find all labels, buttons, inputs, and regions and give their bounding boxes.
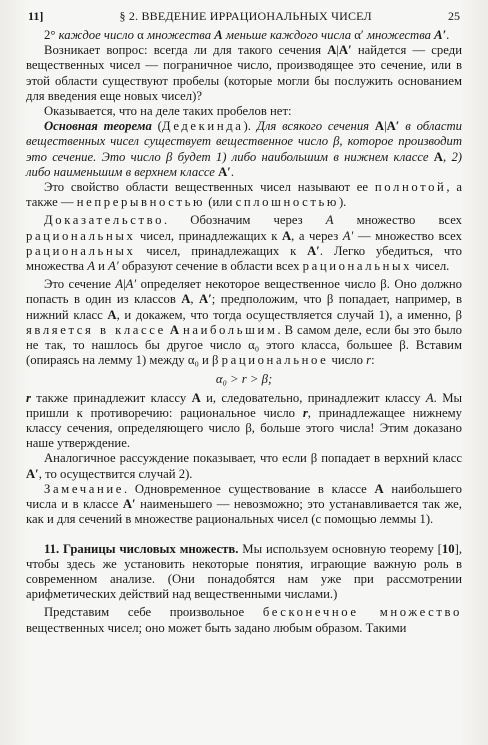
chapter-title: § 2. ВВЕДЕНИЕ ИРРАЦИОНАЛЬНЫХ ЧИСЕЛ (119, 9, 372, 23)
page-number: 25 (448, 9, 460, 23)
section-11-bounds: 11. Границы числовых множеств. Мы используем основную теорему [10], чтобы здесь же установить некоторые понятия, играющие важную роль в современном анализе. (Они понадобятся нам уже при рассмотрении арифметических действий над вещественными числами.) (26, 541, 463, 602)
paragraph-proof-continued: Это сечение A|A′ определяет некоторое вещественное число β. Оно должно попасть в один из классов A, A′; предположим, что β попадает, например, в нижний класс A, и докажем, что тогда осуществляется случай 1), а именно, β является в классе A наибольшим. В самом деле, если бы это было не так, то нашлось бы другое число α₀ этого класса, большее β. Вставим (опираясь на лемму 1) между α₀ и β рациональное число r: (26, 277, 463, 368)
running-header (26, 8, 462, 24)
paragraph-contradiction: r также принадлежит классу A и, следовательно, принадлежит классу A. Мы пришли к противоречию: рациональное число r, принадлежащее нижнему классу сечения, определяющего число β, больше этого числа! Этим доказано наше утверждение. (26, 390, 463, 451)
paragraph-infinite-set: Представим себе произвольное бесконечное множество вещественных чисел; оно может быть задано любым образом. Такими (26, 605, 462, 635)
page-body (26, 28, 462, 636)
paragraph-remark: Замечание. Одновременное существование в классе A наибольшего числа и в классе A′ наименьшего — невозможно; это устанавливается так же, как и для сечений в множестве рациональных чисел (с помощью леммы 1). (26, 481, 462, 527)
paragraph-analogous: Аналогичное рассуждение показывает, что если β попадает в верхний класс A′, то осуществится случай 2). (26, 451, 462, 481)
paragraph-proof: Доказательство. Обозначим через A множество всех рациональных чисел, принадлежащих к A, а через A′ — множество всех рациональных чисел, принадлежащих к A′. Легко убедиться, что множества A и A′ образуют сечение в области всех рациональных чисел. (26, 213, 463, 274)
paragraph-question: Возникает вопрос: всегда ли для такого сечения A|A′ найдется — среди вещественных чисел — пограничное число, производящее это сечение, или в этой области существуют пробелы (которые могли бы послужить основанием для введения еще новых чисел)? (26, 43, 462, 103)
section-number: 11] (28, 9, 44, 23)
paragraph-condition-2: 2° каждое число α множества A меньше каждого числа α′ множества A′. (44, 28, 450, 42)
theorem-dedekind: Основная теорема (Дедекинда). Для всякого сечения A|A′ в области вещественных чисел существует вещественное число β, которое производит это сечение. Это число β будет 1) либо наибольшим в нижнем классе A, 2) либо наименьшим в верхнем классе A′. (26, 119, 463, 179)
paragraph-completeness: Это свойство области вещественных чисел называют ее полнотой, а также — непрерывностью (или сплошностью). (26, 180, 462, 210)
inequality-formula: α₀ > r > β; (215, 372, 273, 387)
paragraph-no-gaps: Оказывается, что на деле таких пробелов нет: (44, 104, 292, 119)
